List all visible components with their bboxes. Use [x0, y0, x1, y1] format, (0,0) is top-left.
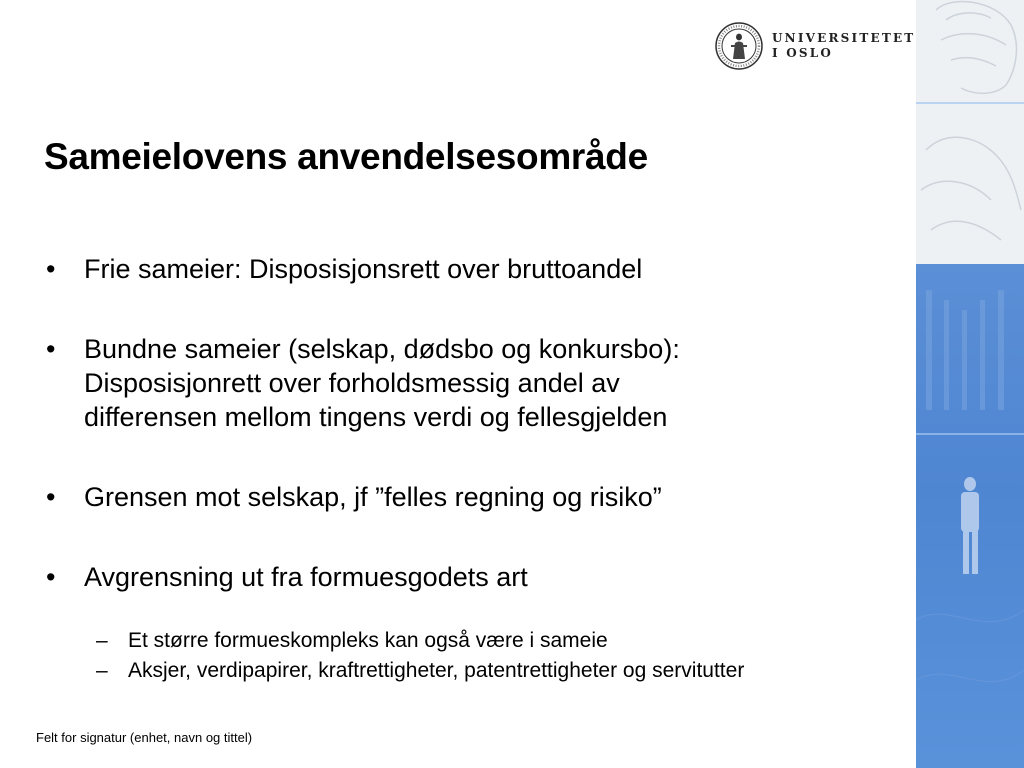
- logo-line-2: I OSLO: [772, 46, 834, 60]
- bullet-dot: •: [46, 562, 56, 592]
- signature-footer: Felt for signatur (enhet, navn og tittel): [36, 730, 253, 745]
- sub-bullet-text: Aksjer, verdipapirer, kraftrettigheter, patentrettigheter og servitutter: [128, 659, 745, 682]
- bullet-text: Avgrensning ut fra formuesgodets art: [84, 562, 528, 592]
- statue-illustration: [916, 0, 1024, 768]
- bullet-dot: •: [46, 334, 56, 364]
- university-seal-icon: [714, 21, 764, 71]
- bullet-item: [44, 560, 904, 594]
- bullet-item: [44, 480, 904, 514]
- bullet-list: [44, 252, 904, 598]
- sub-bullet-item: [44, 656, 904, 686]
- sub-bullet-text: Et større formueskompleks kan også være i sameie: [128, 629, 608, 652]
- bullet-item: [44, 252, 904, 286]
- bullet-text: Grensen mot selskap, jf ”felles regning og risiko”: [84, 482, 662, 512]
- bullet-text: Bundne sameier (selskap, dødsbo og konkursbo): Disposisjonrett over forholdsmessig andel av differensen mellom tingens verdi og fellesgjelden: [84, 334, 680, 432]
- slide-title: Sameielovens anvendelsesområde: [44, 136, 648, 177]
- university-logo: [714, 20, 915, 72]
- sub-bullet-item: [44, 626, 904, 656]
- bullet-dot: •: [46, 482, 56, 512]
- bullet-text: Frie sameier: Disposisjonsrett over bruttoandel: [84, 254, 643, 284]
- bullet-item: [44, 332, 904, 434]
- logo-line-1: UNIVERSITETET: [772, 31, 916, 45]
- bullet-dot: •: [46, 254, 56, 284]
- sub-bullet-dash: –: [96, 659, 108, 682]
- sub-bullet-dash: –: [96, 629, 108, 652]
- decorative-side-band: [916, 0, 1024, 768]
- sub-bullet-list: [44, 626, 904, 686]
